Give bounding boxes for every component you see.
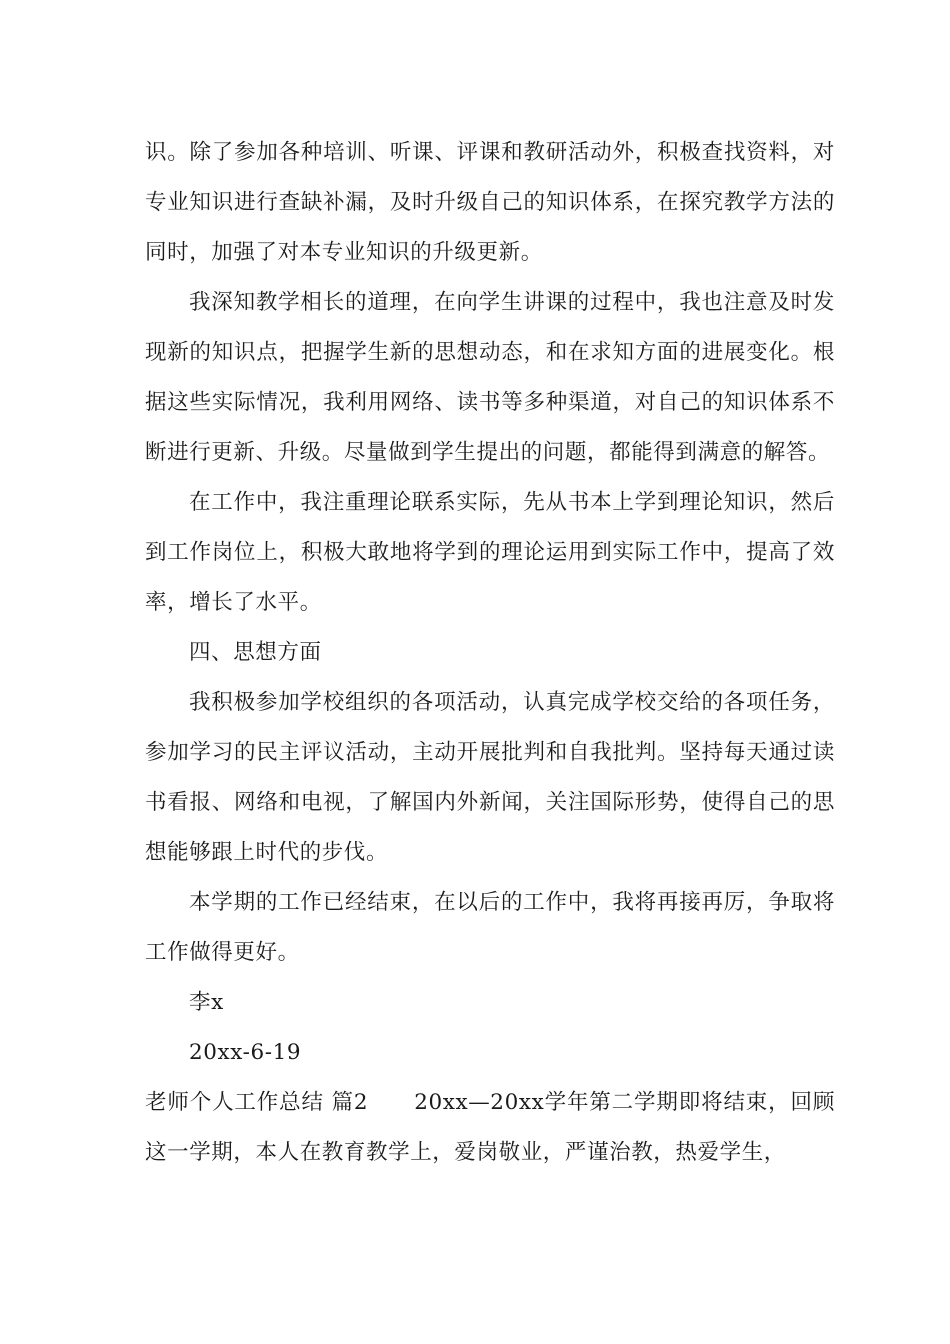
document-body xyxy=(145,128,835,1178)
section-heading-thought: 四、思想方面 xyxy=(189,640,322,665)
paragraph-teaching-growth: 我深知教学相长的道理，在向学生讲课的过程中，我也注意及时发现新的知识点，把握学生新的思想动态，和在求知方面的进展变化。根据这些实际情况，我利用网络、读书等多种渠道，对自己的知识体系不断进行更新、升级。尽量做到学生提出的问题，都能得到满意的解答。 xyxy=(145,290,835,465)
paragraph-theory-practice: 在工作中，我注重理论联系实际，先从书本上学到理论知识，然后到工作岗位上，积极大敢地将学到的理论运用到实际工作中，提高了效率，增长了水平。 xyxy=(145,490,835,615)
paragraph-conclusion: 本学期的工作已经结束，在以后的工作中，我将再接再厉，争取将工作做得更好。 xyxy=(145,890,835,965)
paragraph-continued: 识。除了参加各种培训、听课、评课和教研活动外，积极查找资料，对专业知识进行查缺补漏，及时升级自己的知识体系，在探究教学方法的同时，加强了对本专业知识的升级更新。 xyxy=(145,140,835,265)
signature: 李x xyxy=(189,990,224,1015)
date: 20xx-6-19 xyxy=(189,1040,302,1065)
next-essay-title: 老师个人工作总结 篇2 xyxy=(145,1090,369,1115)
next-essay-paragraph xyxy=(145,1078,835,1178)
paragraph-activities: 我积极参加学校组织的各项活动，认真完成学校交给的各项任务，参加学习的民主评议活动，主动开展批判和自我批判。坚持每天通过读书看报、网络和电视，了解国内外新闻，关注国际形势，使得自己的思想能够跟上时代的步伐。 xyxy=(145,690,835,865)
next-essay-body: 20xx—20xx学年第二学期即将结束，回顾这一学期，本人在教育教学上，爱岗敬业，严谨治教，热爱学生， xyxy=(145,1090,835,1165)
